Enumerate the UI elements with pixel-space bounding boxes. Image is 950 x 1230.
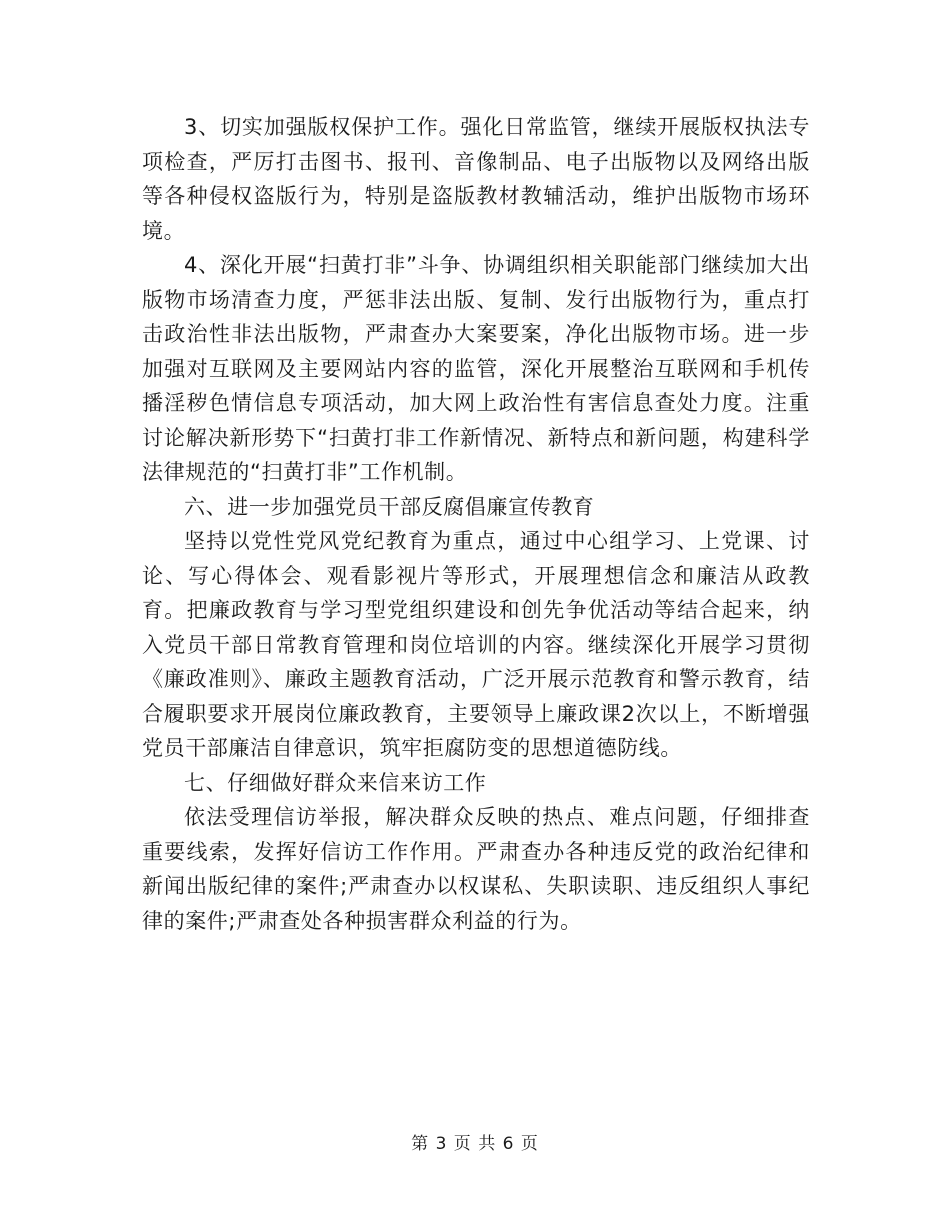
paragraph-copyright-protection: 3、切实加强版权保护工作。强化日常监管，继续开展版权执法专项检查，严厉打击图书、报刊、音像制品、电子出版物以及网络出版等各种侵权盗版行为，特别是盗版教材教辅活动，维护出版物市场环境。: [142, 115, 810, 243]
section-heading-six: 六、进一步加强党员干部反腐倡廉宣传教育: [184, 494, 595, 519]
section-heading-seven: 七、仔细做好群众来信来访工作: [184, 770, 487, 795]
paragraph-petitions: 依法受理信访举报，解决群众反映的热点、难点问题，仔细排查重要线索，发挥好信访工作作用。严肃查办各种违反党的政治纪律和新闻出版纪律的案件;严肃查办以权谋私、失职读职、违反组织人事纪律的案件;严肃查处各种损害群众利益的行为。: [142, 805, 810, 933]
paragraph-integrity-education: 坚持以党性党风党纪教育为重点，通过中心组学习、上党课、讨论、写心得体会、观看影视片等形式，开展理想信念和廉洁从政教育。把廉政教育与学习型党组织建设和创先争优活动等结合起来，纳入党员干部日常教育管理和岗位培训的内容。继续深化开展学习贯彻《廉政准则》、廉政主题教育活动，广泛开展示范教育和警示教育，结合履职要求开展岗位廉政教育，主要领导上廉政课2次以上，不断增强党员干部廉洁自律意识，筑牢拒腐防变的思想道德防线。: [142, 529, 810, 760]
page-number-footer: 第 3 页 共 6 页: [411, 1134, 539, 1154]
document-body: [142, 110, 810, 938]
paragraph-anti-pornography: 4、深化开展“扫黄打非”斗争、协调组织相关职能部门继续加大出版物市场清查力度，严惩非法出版、复制、发行出版物行为，重点打击政治性非法出版物，严肃查办大案要案，净化出版物市场。进一步加强对互联网及主要网站内容的监管，深化开展整治互联网和手机传播淫秽色情信息专项活动，加大网上政治性有害信息查处力度。注重讨论解决新形势下“扫黄打非工作新情况、新特点和新问题，构建科学法律规范的“扫黄打非”工作机制。: [142, 253, 810, 484]
